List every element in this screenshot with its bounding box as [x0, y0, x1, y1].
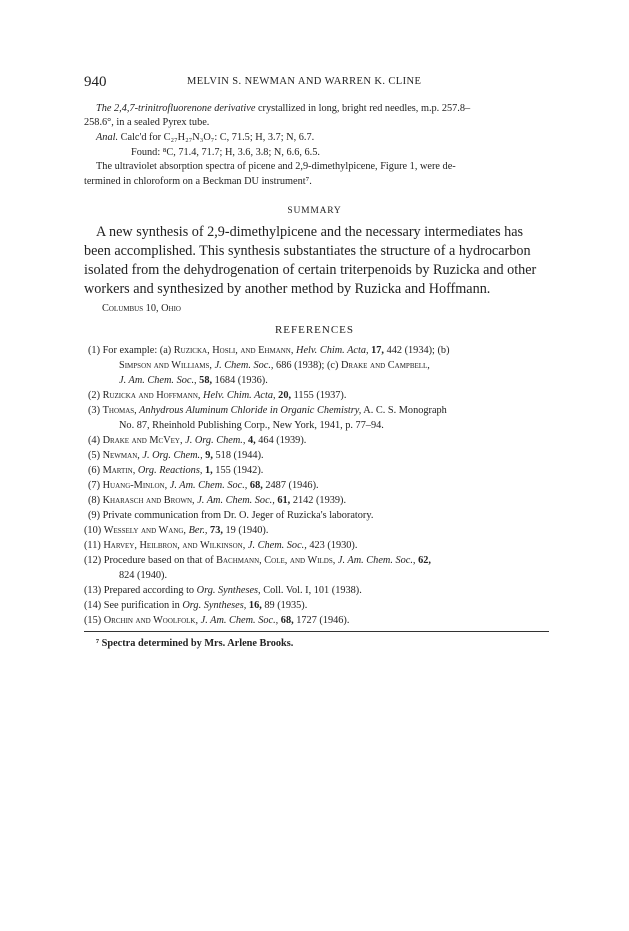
reference-1-line-1: (1) For example: (a) Ruzicka, Hosli, and Ehmann, Helv. Chim. Acta, 17, 442 (1934); (b) — [88, 345, 450, 356]
reference-5: (5) Newman, J. Org. Chem., 9, 518 (1944). — [88, 450, 264, 461]
reference-3-line-2: No. 87, Rheinhold Publishing Corp., New York, 1941, p. 77–94. — [119, 420, 384, 431]
intro-line-3: Anal. Calc'd for C₂₇H₂₇N₃O₇: C, 71.5; H, 3.7; N, 6.7. — [96, 132, 315, 143]
intro-line-5: The ultraviolet absorption spectra of picene and 2,9-dimethylpicene, Figure 1, were de- — [96, 161, 456, 172]
address: Columbus 10, Ohio — [102, 303, 181, 314]
page-number: 940 — [84, 74, 107, 90]
reference-14: (14) See purification in Org. Syntheses, 16, 89 (1935). — [84, 600, 308, 611]
reference-4: (4) Drake and McVey, J. Org. Chem., 4, 464 (1939). — [88, 435, 307, 446]
reference-7: (7) Huang-Minlon, J. Am. Chem. Soc., 68, 2487 (1946). — [88, 480, 319, 491]
reference-3-line-1: (3) Thomas, Anhydrous Aluminum Chloride in Organic Chemistry, A. C. S. Monograph — [88, 405, 447, 416]
reference-1-line-2: Simpson and Williams, J. Chem. Soc., 686 (1938); (c) Drake and Campbell, — [119, 360, 430, 371]
intro-line-2: 258.6°, in a sealed Pyrex tube. — [84, 117, 210, 128]
running-head: MELVIN S. NEWMAN AND WARREN K. CLINE — [187, 76, 422, 87]
summary-line: isolated from the dehydrogenation of certain triterpenoids by Ruzicka and other — [84, 262, 537, 278]
footnote: ⁷ Spectra determined by Mrs. Arlene Brooks. — [96, 638, 294, 649]
summary-paragraph — [84, 223, 549, 299]
intro-line-4: Found: ⁸C, 71.4, 71.7; H, 3.6, 3.8; N, 6.6, 6.5. — [131, 147, 320, 158]
reference-9: (9) Private communication from Dr. O. Jeger of Ruzicka's laboratory. — [88, 510, 374, 521]
reference-8: (8) Kharasch and Brown, J. Am. Chem. Soc., 61, 2142 (1939). — [88, 495, 347, 506]
reference-2: (2) Ruzicka and Hoffmann, Helv. Chim. Acta, 20, 1155 (1937). — [88, 390, 347, 401]
reference-11: (11) Harvey, Heilbron, and Wilkinson, J. Chem. Soc., 423 (1930). — [84, 540, 358, 551]
reference-13: (13) Prepared according to Org. Syntheses, Coll. Vol. I, 101 (1938). — [84, 585, 362, 596]
reference-1-line-3: J. Am. Chem. Soc., 58, 1684 (1936). — [119, 375, 268, 386]
intro-line-6: termined in chloroform on a Beckman DU instrument⁷. — [84, 176, 312, 187]
reference-10: (10) Wessely and Wang, Ber., 73, 19 (1940). — [84, 525, 269, 536]
reference-12-line-1: (12) Procedure based on that of Bachmann, Cole, and Wilds, J. Am. Chem. Soc., 62, — [84, 555, 431, 566]
summary-line: A new synthesis of 2,9-dimethylpicene and the necessary intermediates has — [96, 224, 524, 240]
references-heading: REFERENCES — [274, 324, 355, 336]
reference-6: (6) Martin, Org. Reactions, 1, 155 (1942). — [88, 465, 264, 476]
reference-12-line-2: 824 (1940). — [119, 570, 168, 581]
intro-line-1: The 2,4,7-trinitrofluorenone derivative crystallized in long, bright red needles, m.p. 257.8– — [96, 103, 471, 114]
summary-line: been accomplished. This synthesis substantiates the structure of a hydrocarbon — [84, 243, 531, 259]
page-header — [84, 74, 548, 90]
footnote-rule — [84, 631, 549, 632]
summary-line: workers and synthesized by another method by Ruzicka and Hoffmann. — [84, 281, 491, 297]
reference-15: (15) Orchin and Woolfolk, J. Am. Chem. Soc., 68, 1727 (1946). — [84, 615, 350, 626]
summary-heading: SUMMARY — [287, 206, 342, 216]
